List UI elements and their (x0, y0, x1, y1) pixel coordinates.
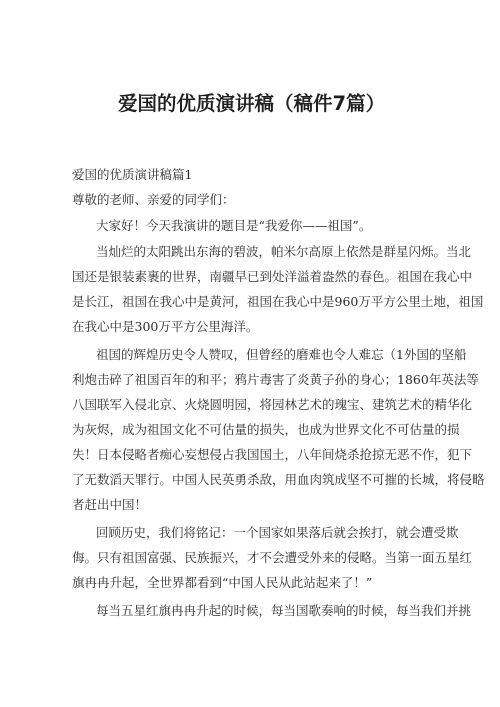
paragraph-line: 八国联军入侵北京、火烧圆明园，将园林艺术的瑰宝、建筑艺术的精华化 (72, 397, 473, 412)
paragraph-line: 在我心中是300万平方公里海洋。 (72, 319, 259, 334)
paragraph-line: 为灰烬，成为祖国文化不可估量的损失，也成为世界文化不可估量的损 (72, 422, 460, 437)
paragraph-line: 回顾历史，我们将铭记：一个国家如果落后就会挨打，就会遭受欺 (96, 525, 459, 540)
paragraph-line: 侮。只有祖国富强、民族振兴，才不会遭受外来的侵略。当第一面五星红 (72, 550, 473, 565)
salutation: 尊敬的老师、亲爱的同学们： (72, 192, 235, 207)
paragraph-line: 当灿烂的太阳跳出东海的碧波，帕米尔高原上依然是群星闪烁。当北 (96, 244, 472, 259)
paragraph-line: 祖国的辉煌历史令人赞叹，但曾经的磨难也令人难忘（1外国的坚船 (96, 347, 467, 362)
paragraph-line: 者赶出中国！ (72, 497, 148, 512)
paragraph-line: 是长江，祖国在我心中是黄河，祖国在我心中是960万平方公里土地，祖国 (72, 294, 484, 309)
paragraph-line: 国还是银装素裹的世界，南疆早已到处洋溢着盎然的春色。祖国在我心中 (72, 269, 473, 284)
paragraph-line: 旗冉冉升起，全世界都看到“中国人民从此站起来了！” (72, 575, 373, 590)
paragraph-line: 每当五星红旗冉冉升起的时候，每当国歌奏响的时候，每当我们并挑 (96, 603, 472, 618)
document-title: 爱国的优质演讲稿（稿件7篇） (118, 92, 386, 115)
paragraph-line: 失！日本侵略者痴心妄想侵占我国国土，八年间烧杀抢掠无恶不作，犯下 (72, 447, 473, 462)
paragraph-line: 利炮击碎了祖国百年的和平；鸦片毒害了炎黄子孙的身心；1860年英法等 (72, 372, 479, 387)
section-heading: 爱国的优质演讲稿篇1 (72, 167, 193, 182)
greeting-line: 大家好！今天我演讲的题目是“我爱你——祖国”。 (96, 218, 372, 233)
paragraph-line: 了无数滔天罪行。中国人民英勇杀敌，用血肉筑成坚不可摧的长城，将侵略 (72, 472, 485, 487)
